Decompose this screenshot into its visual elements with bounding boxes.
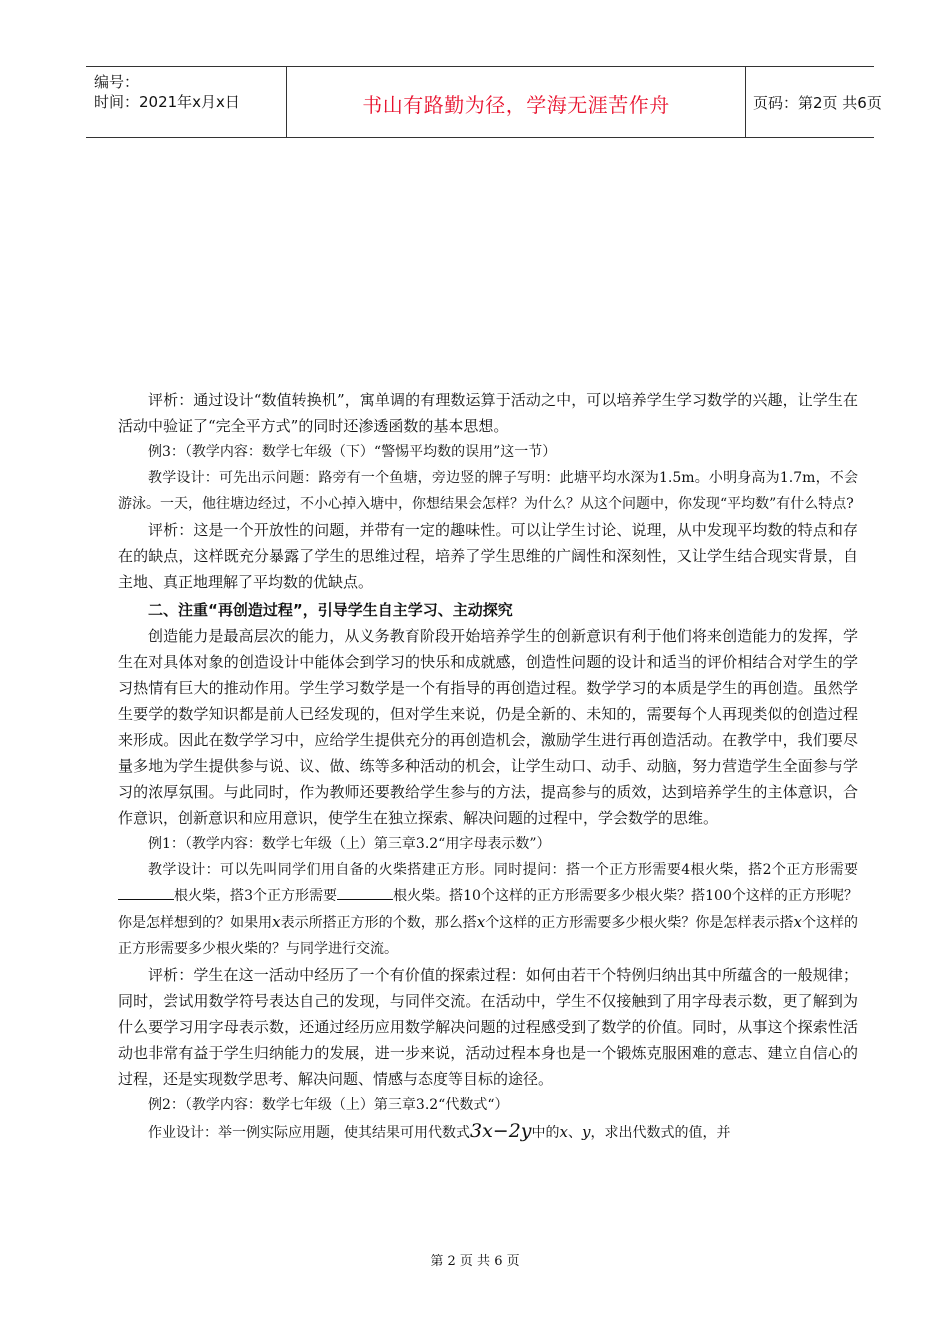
section-heading-2: 二、注重“再创造过程”，引导学生自主学习、主动探究 [148,601,513,619]
paragraph-example-3: 例3：（教学内容：数学七年级（下）“警惕平均数的误用”这一节） [148,444,557,460]
paragraph-analysis-1: 评析：通过设计“数值转换机”，寓单调的有理数运算于活动之中，可以培养学生学习数学的兴趣，让学生在活动中验证了“完全平方式”的同时还渗透函数的基本思想。 [118,391,858,435]
homework-part-c: ，求出代数式的值，并 [590,1125,731,1141]
design-1-part-b: 根火柴，搭3个正方形需要 [174,888,338,904]
header-left-cell [86,67,286,137]
number-label: 编号： [94,73,140,91]
page-label: 页码：第2页 共6页 [753,94,882,112]
fill-blank [118,885,174,900]
header-page-cell [745,67,882,137]
variable-x: x [793,913,802,931]
page-footer: 第 2 页 共 6 页 [430,1254,520,1269]
document-body [118,387,858,1146]
paragraph-design-3: 教学设计：可先出示问题：路旁有一个鱼塘，旁边竖的牌子写明：此塘平均水深为1.5m。小明身高为1.7m，不会游泳。一天，他往塘边经过，不小心掉入塘中，你想结果会怎样？为什么？从这个问题中，你发现“平均数”有什么特点? [118,470,858,512]
motto: 书山有路勤为径，学海无涯苦作舟 [362,93,670,117]
design-1-part-a: 教学设计：可以先叫同学们用自备的火柴搭建正方形。同时提问：搭一个正方形需要4根火柴，搭2个正方形需要 [148,862,858,878]
paragraph-homework-design [118,1118,858,1146]
header-motto-cell [286,67,746,137]
design-1-part-e: 个这样的正方形需要多少根火柴？你是怎样表示搭 [485,915,794,931]
design-1-part-f: 个这样的正方形需要多少根火柴的？与同学进行交流。 [118,915,859,957]
homework-part-b: 中的 [531,1125,560,1141]
paragraph-example-1: 例1：（教学内容：数学七年级（上）第三章3.2“用字母表示数”） [148,836,551,852]
variable-y: y [582,1123,591,1141]
page-header [86,66,882,138]
homework-part-a: 作业设计：举一例实际应用题，使其结果可用代数式 [148,1125,470,1141]
separator: 、 [568,1125,583,1141]
paragraph-example-2: 例2：（教学内容：数学七年级（上）第三章3.2“代数式“） [148,1097,509,1113]
time-label: 时间：2021年x月x日 [94,93,240,111]
variable-x: x [272,913,281,931]
paragraph-analysis-example-1: 评析：学生在这一活动中经历了一个有价值的探索过程：如何由若干个特例归纳出其中所蕴含的一般规律；同时，尝试用数学符号表达自己的发现，与同伴交流。在活动中，学生不仅接触到了用字母表示数，更了解到为什么要学习用字母表示数，还通过经历应用数学解决问题的过程感受到了数学的价值。同时，从事这个探索性活动也非常有益于学生归纳能力的发展，进一步来说，活动过程本身也是一个锻炼克服困难的意志、建立自信心的过程，还是实现数学思考、解决问题、情感与态度等目标的途径。 [118,966,858,1088]
design-1-part-c: 根火柴。搭10个这样的正方形需要多少根火柴？搭100个这样的正方形呢？你是怎样想到的？如果用 [118,888,858,931]
paragraph-creativity: 创造能力是最高层次的能力，从义务教育阶段开始培养学生的创新意识有利于他们将来创造能力的发挥，学生在对具体对象的创造设计中能体会到学习的快乐和成就感，创造性问题的设计和适当的评价相结合对学生的学习热情有巨大的推动作用。学生学习数学是一个有指导的再创造过程。数学学习的本质是学生的再创造。虽然学生要学的数学知识都是前人已经发现的，但对学生来说，仍是全新的、未知的，需要每个人再现类似的创造过程来形成。因此在数学学习中，应给学生提供充分的再创造机会，激励学生进行再创造活动。在教学中，我们要尽量多地为学生提供参与说、议、做、练等多种活动的机会，让学生动口、动手、动脑，努力营造学生全面参与学习的浓厚氛围。与此同时，作为教师还要教给学生参与的方法，提高参与的质效，达到培养学生的主体意识，合作意识，创新意识和应用意识，使学生在独立探索、解决问题的过程中，学会数学的思维。 [118,627,858,827]
paragraph-analysis-3: 评析：这是一个开放性的问题，并带有一定的趣味性。可以让学生讨论、说理，从中发现平均数的特点和存在的缺点，这样既充分暴露了学生的思维过程，培养了学生思维的广阔性和深刻性，又让学生结合现实背景，自主地、真正地理解了平均数的优缺点。 [118,521,858,591]
variable-x: x [559,1123,569,1141]
paragraph-design-1 [118,857,858,962]
variable-x: x [476,913,486,931]
algebraic-expression: 3x−2y [470,1120,532,1142]
design-1-part-d: 表示所搭正方形的个数，那么搭 [280,915,477,931]
fill-blank [337,885,393,900]
